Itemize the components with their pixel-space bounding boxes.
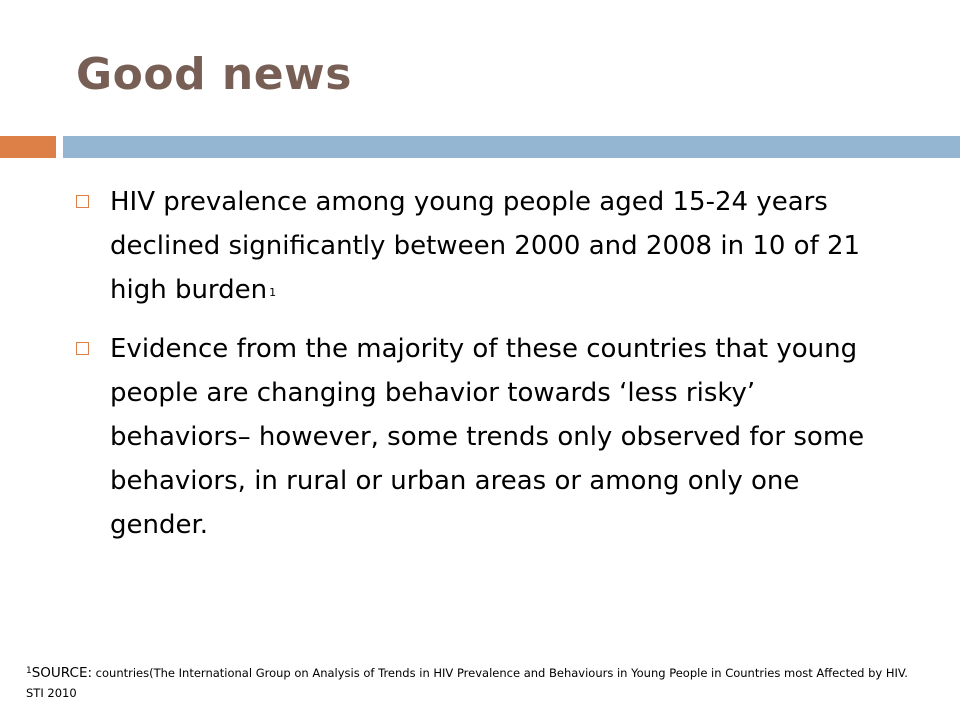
hollow-square-bullet-icon bbox=[76, 342, 89, 355]
source-footnote bbox=[26, 664, 926, 702]
hollow-square-bullet-icon bbox=[76, 195, 89, 208]
footnote-text: countries(The International Group on Analysis of Trends in HIV Prevalence and Behaviours in Young People in Countries most Affected by HIV. STI 2010 bbox=[26, 666, 908, 700]
bullet-text: HIV prevalence among young people aged 15-24 years declined significantly between 2000 and 2008 in 10 of 21 high burden bbox=[110, 187, 861, 305]
title-rule-orange bbox=[0, 136, 56, 158]
bullet-item-evidence bbox=[74, 327, 904, 547]
footnote-reference: 1 bbox=[269, 286, 277, 299]
title-rule-blue bbox=[63, 136, 960, 158]
bullet-item-prevalence bbox=[74, 180, 904, 317]
footnote-mark: 1 bbox=[26, 666, 32, 676]
slide-title: Good news bbox=[76, 49, 352, 100]
bullet-text: Evidence from the majority of these countries that young people are changing behavior towards ‘less risky’ behaviors– however, some trends only observed for some behaviors, in rural or urban areas or among only one gender. bbox=[110, 334, 865, 540]
footnote-label: SOURCE: bbox=[31, 665, 93, 681]
bullet-list bbox=[74, 180, 904, 557]
